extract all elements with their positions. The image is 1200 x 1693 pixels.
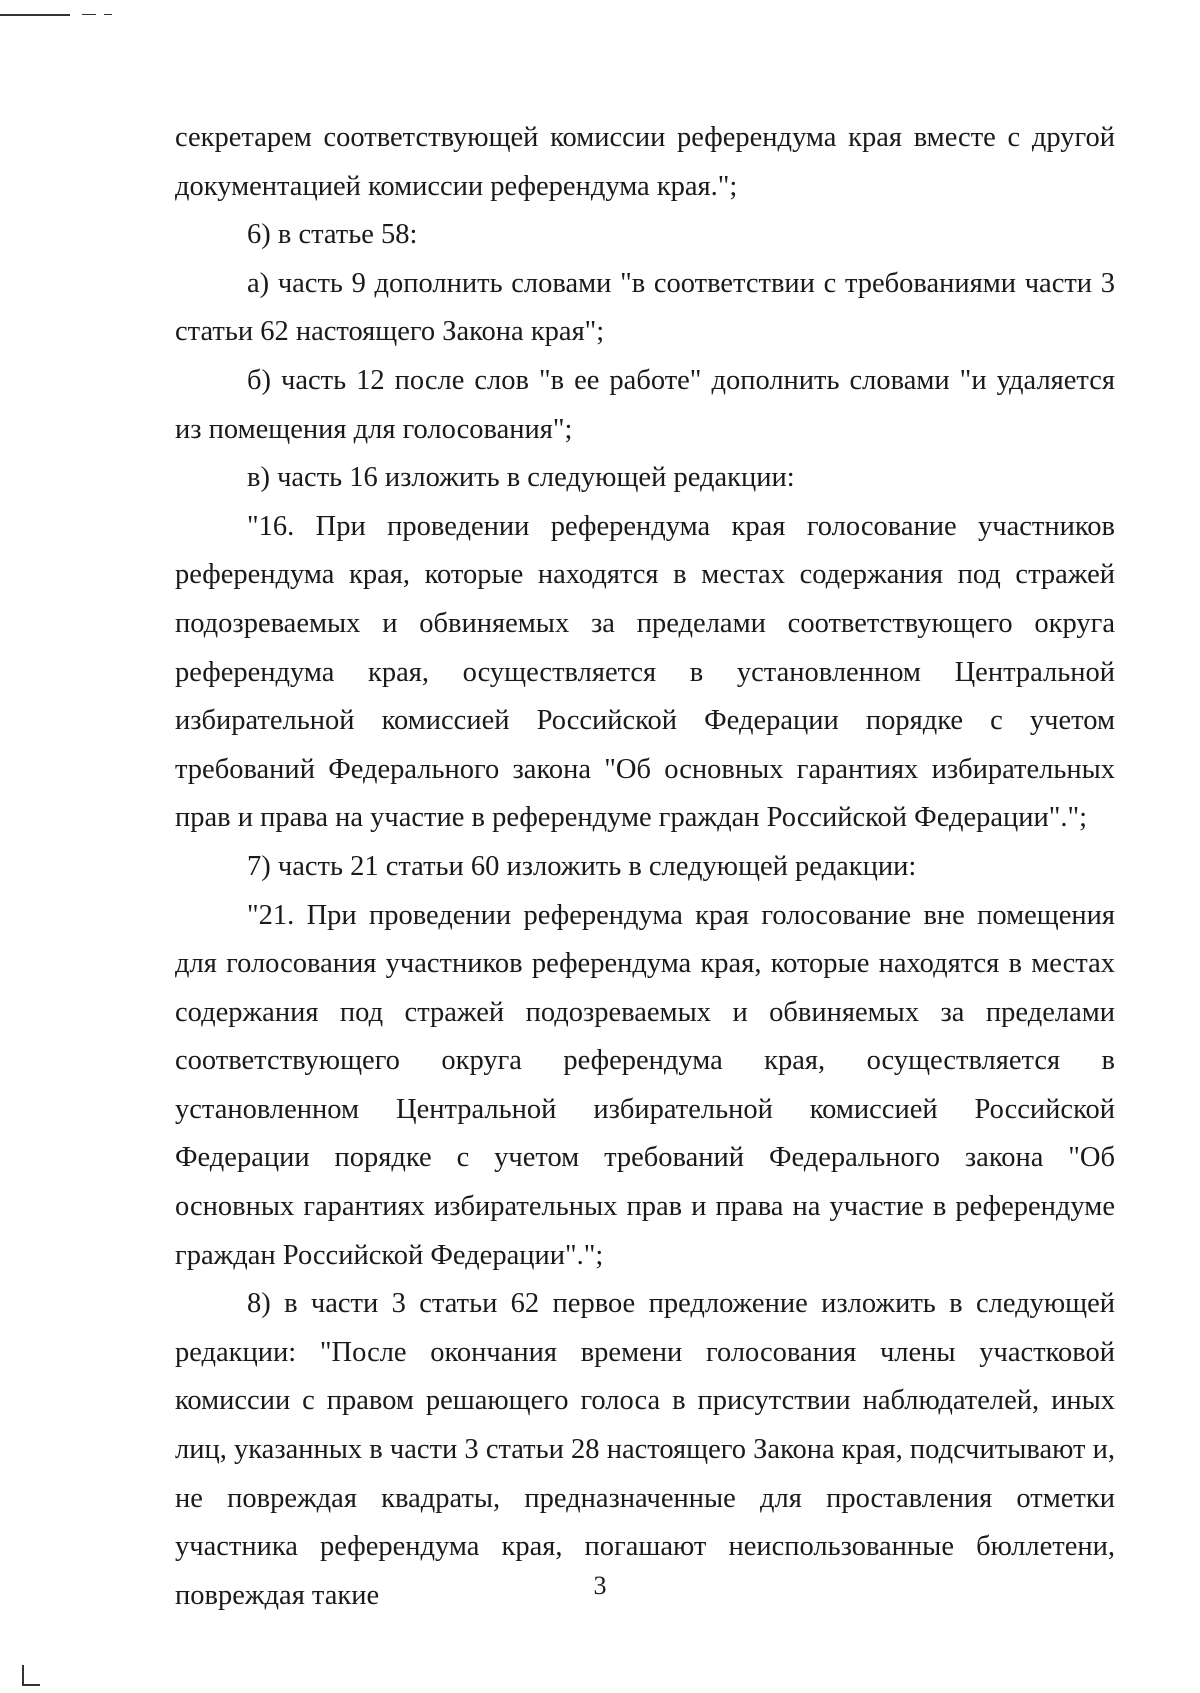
paragraph-item-6: 6) в статье 58:	[247, 219, 418, 251]
paragraph-subitem-v: в) часть 16 изложить в следующей редакции:	[247, 462, 795, 494]
paragraph-continuation: секретарем соответствующей комиссии референдума края вместе с другой документацией комиссии референдума края.";	[175, 122, 1115, 202]
document-body	[175, 114, 1115, 1620]
scan-corner-mark	[22, 1665, 24, 1685]
scan-edge-line	[0, 14, 70, 16]
paragraph-item-8: 8) в части 3 статьи 62 первое предложение изложить в следующей редакции: "После окончания времени голосования члены участковой комиссии с правом решающего голоса в присутствии наблюдателей, иных лиц, указанных в части 3 статьи 28 настоящего Закона края, подсчитывают и, не повреждая квадраты, предназначенные для проставления отметки участника референдума края, погашают неиспользованные бюллетени, повреждая такие	[175, 1288, 1115, 1611]
paragraph-subitem-b: б) часть 12 после слов "в ее работе" дополнить словами "и удаляется из помещения для голосования";	[175, 364, 1115, 445]
paragraph-part-16: "16. При проведении референдума края голосование участников референдума края, которые находятся в местах содержания под стражей подозреваемых и обвиняемых за пределами соответствующего округа референдума края, осуществляется в установленном Центральной избирательной комиссией Российской Федерации порядке с учетом требований Федерального закона "Об основных гарантиях избирательных прав и права на участие в референдуме граждан Российской Федерации".";	[175, 510, 1115, 834]
scan-edge-line	[104, 14, 112, 15]
scan-edge-line	[82, 14, 96, 15]
scan-corner-mark	[22, 1684, 40, 1686]
paragraph-item-7: 7) часть 21 статьи 60 изложить в следующей редакции:	[247, 850, 917, 882]
paragraph-part-21: "21. При проведении референдума края голосование вне помещения для голосования участников референдума края, которые находятся в местах содержания под стражей подозреваемых и обвиняемых за пределами соответствующего округа референдума края, осуществляется в установленном Центральной избирательной комиссией Российской Федерации порядке с учетом требований Федерального закона "Об основных гарантиях избирательных прав и права на участие в референдуме граждан Российской Федерации".";	[175, 899, 1115, 1271]
page-number: 3	[593, 1571, 607, 1600]
paragraph-subitem-a: а) часть 9 дополнить словами "в соответствии с требованиями части 3 статьи 62 настоящего Закона края";	[175, 267, 1115, 348]
